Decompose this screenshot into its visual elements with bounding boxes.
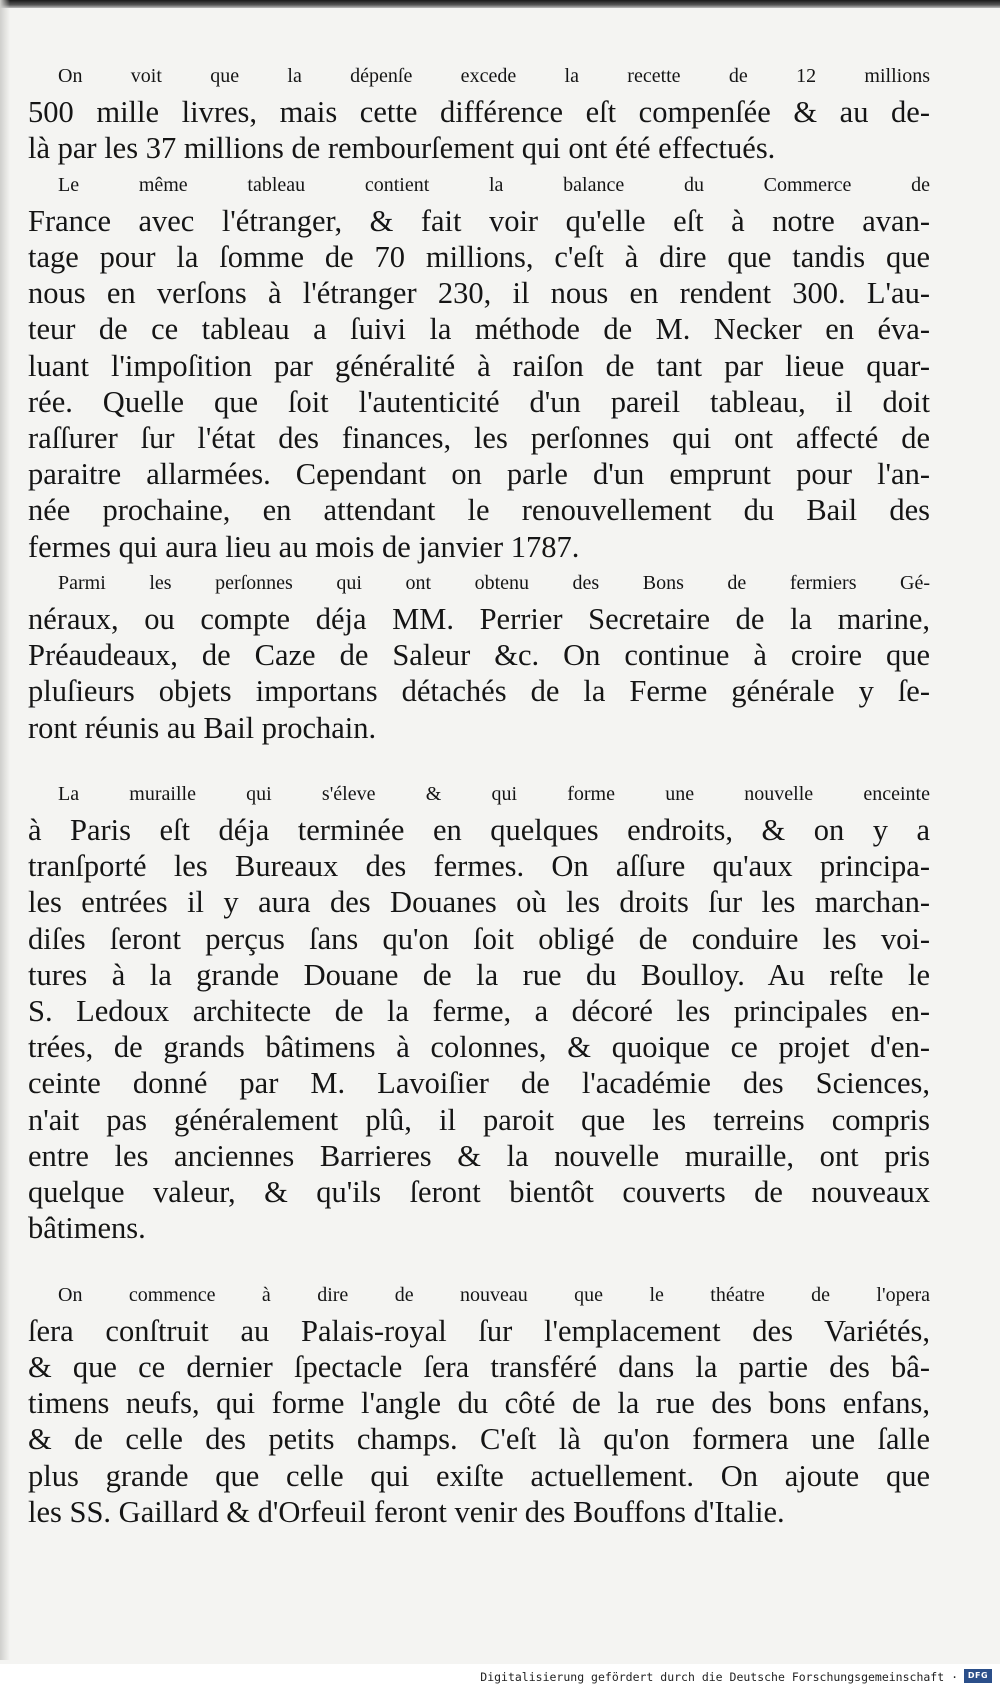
- text-line: raſſurer ſur l'état des finances, les perſonnes qui ont affecté de: [28, 421, 930, 456]
- text-line: à Paris eſt déja terminée en quelques endroits, & on y a: [28, 813, 930, 848]
- text-line: ceinte donné par M. Lavoiſier de l'académie des Sciences,: [28, 1066, 930, 1101]
- text-line: tranſporté les Bureaux des fermes. On aſſure qu'aux principa-: [28, 849, 930, 884]
- text-line: On voit que la dépenſe excede la recette de 12 millions: [58, 65, 930, 87]
- funding-credit: Digitalisierung gefördert durch die Deutsche Forschungsgemeinschaft ·: [480, 1670, 958, 1684]
- text-line: les SS. Gaillard & d'Orfeuil feront venir des Bouffons d'Italie.: [28, 1494, 785, 1529]
- text-line: rée. Quelle que ſoit l'autenticité d'un pareil tableau, il doit: [28, 384, 930, 419]
- text-line: fermes qui aura lieu au mois de janvier 1787.: [28, 529, 580, 564]
- text-line: On commence à dire de nouveau que le théatre de l'opera: [58, 1283, 930, 1306]
- text-line: paraitre allarmées. Cependant on parle d'un emprunt pour l'an-: [28, 457, 930, 492]
- text-line: entre les anciennes Barrieres & la nouvelle muraille, ont pris: [28, 1138, 930, 1173]
- text-line: trées, de grands bâtimens à colonnes, & quoique ce projet d'en-: [28, 1030, 930, 1065]
- text-line: les entrées il y aura des Douanes où les droits ſur les marchan-: [28, 885, 930, 920]
- text-line: ſera conſtruit au Palais-royal ſur l'emplacement des Variétés,: [28, 1313, 930, 1348]
- paragraph-gap: [28, 746, 930, 776]
- text-line: bâtimens.: [28, 1211, 146, 1246]
- text-line: tures à la grande Douane de la rue du Boulloy. Au reſte le: [28, 957, 930, 992]
- text-line: néraux, ou compte déja MM. Perrier Secretaire de la marine,: [28, 602, 930, 637]
- page-text-body: [28, 58, 930, 1530]
- paragraph: [28, 167, 930, 565]
- text-line: & de celle des petits champs. C'eſt là qu'on formera une ſalle: [28, 1422, 930, 1457]
- text-line: 500 mille livres, mais cette différence eſt compenſée & au de-: [28, 95, 930, 130]
- text-line: Préaudeaux, de Caze de Saleur &c. On continue à croire que: [28, 638, 930, 673]
- paragraph-gap: [28, 1247, 930, 1277]
- text-line: & que ce dernier ſpectacle ſera transféré dans la partie des bâ-: [28, 1349, 930, 1384]
- text-line: là par les 37 millions de rembourſement qui ont été effectués.: [28, 131, 776, 166]
- page-top-edge: [0, 0, 1000, 8]
- page-binding-shadow: [0, 0, 10, 1660]
- text-line: plus grande que celle qui exiſte actuellement. On ajoute que: [28, 1458, 930, 1493]
- text-line: nous en verſons à l'étranger 230, il nous en rendent 300. L'au-: [28, 276, 930, 311]
- text-line: pluſieurs objets importans détachés de la Ferme générale y ſe-: [28, 674, 930, 709]
- paragraph: [28, 776, 930, 1247]
- text-line: Parmi les perſonnes qui ont obtenu des Bons de fermiers Gé-: [58, 571, 930, 594]
- text-line: teur de ce tableau a ſuivi la méthode de M. Necker en éva-: [28, 312, 930, 347]
- text-line: La muraille qui s'éleve & qui forme une nouvelle enceinte: [58, 782, 930, 805]
- paragraph: [28, 58, 930, 167]
- paragraph: [28, 565, 930, 746]
- dfg-logo: DFG: [964, 1669, 992, 1683]
- text-line: timens neufs, qui forme l'angle du côté de la rue des bons enfans,: [28, 1386, 930, 1421]
- text-line: luant l'impoſition par généralité à raiſon de tant par lieue quar-: [28, 348, 930, 383]
- text-line: diſes ſeront perçus ſans qu'on ſoit obligé de conduire les voi-: [28, 921, 930, 956]
- text-line: tage pour la ſomme de 70 millions, c'eſt à dire que tandis que: [28, 240, 930, 275]
- digitization-footer: [0, 1664, 1000, 1690]
- paragraph: [28, 1277, 930, 1530]
- text-line: S. Ledoux architecte de la ferme, a décoré les principales en-: [28, 994, 930, 1029]
- text-line: Le même tableau contient la balance du Commerce de: [58, 173, 930, 196]
- text-line: France avec l'étranger, & fait voir qu'elle eſt à notre avan-: [28, 203, 930, 238]
- text-line: ront réunis au Bail prochain.: [28, 710, 377, 745]
- text-line: n'ait pas généralement plû, il paroit que les terreins compris: [28, 1102, 930, 1137]
- text-line: née prochaine, en attendant le renouvellement du Bail des: [28, 493, 930, 528]
- text-line: quelque valeur, & qu'ils ſeront bientôt couverts de nouveaux: [28, 1175, 930, 1210]
